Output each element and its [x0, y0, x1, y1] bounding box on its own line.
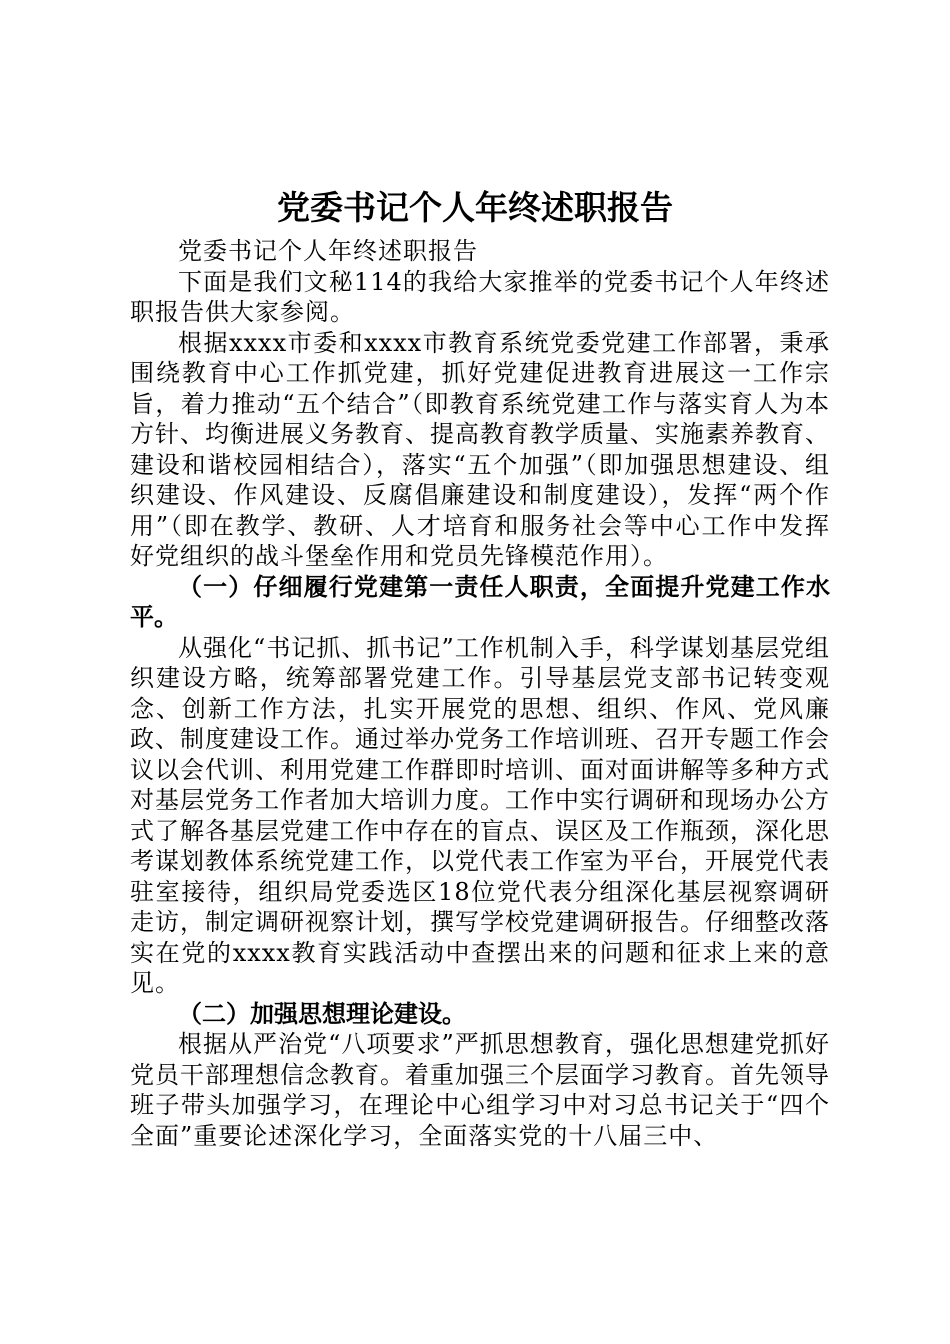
section-heading-2: （二）加强思想理论建设。	[178, 999, 466, 1028]
document-body	[130, 236, 830, 1151]
paragraph-subtitle: 党委书记个人年终述职报告	[178, 237, 478, 265]
section-heading-1: （一）仔细履行党建第一责任人职责，全面提升党建工作水平。	[130, 572, 830, 631]
paragraph-intro: 下面是我们文秘114的我给大家推举的党委书记个人年终述职报告供大家参阅。	[130, 267, 830, 326]
paragraph-overview: 根据xxxx市委和xxxx市教育系统党委党建工作部署，秉承围绕教育中心工作抓党建，抓好党建促进教育进展这一工作宗旨，着力推动“五个结合”（即教育系统党建工作与落实育人为本方针、均衡进展义务教育、提高教育教学质量、实施素养教育、建设和谐校园相结合），落实“五个加强”（即加强思想建设、组织建设、作风建设、反腐倡廉建设和制度建设），发挥“两个作用”（即在教学、教研、人才培育和服务社会等中心工作中发挥好党组织的战斗堡垒作用和党员先锋模范作用）。	[130, 328, 830, 570]
paragraph-section-2: 根据从严治党“八项要求”严抓思想教育，强化思想建党抓好党员干部理想信念教育。着重加强三个层面学习教育。首先领导班子带头加强学习，在理论中心组学习中对习总书记关于“四个全面”重要论述深化学习，全面落实党的十八届三中、	[130, 1030, 830, 1150]
paragraph-section-1: 从强化“书记抓、抓书记”工作机制入手，科学谋划基层党组织建设方略，统筹部署党建工作。引导基层党支部书记转变观念、创新工作方法，扎实开展党的思想、组织、作风、党风廉政、制度建设工作。通过举办党务工作培训班、召开专题工作会议以会代训、利用党建工作群即时培训、面对面讲解等多种方式对基层党务工作者加大培训力度。工作中实行调研和现场办公方式了解各基层党建工作中存在的盲点、误区及工作瓶颈，深化思考谋划教体系统党建工作，以党代表工作室为平台，开展党代表驻室接待，组织局党委选区18位党代表分组深化基层视察调研走访，制定调研视察计划，撰写学校党建调研报告。仔细整改落实在党的xxxx教育实践活动中查摆出来的问题和征求上来的意见。	[130, 633, 830, 997]
document-title: 党委书记个人年终述职报告	[277, 188, 673, 227]
